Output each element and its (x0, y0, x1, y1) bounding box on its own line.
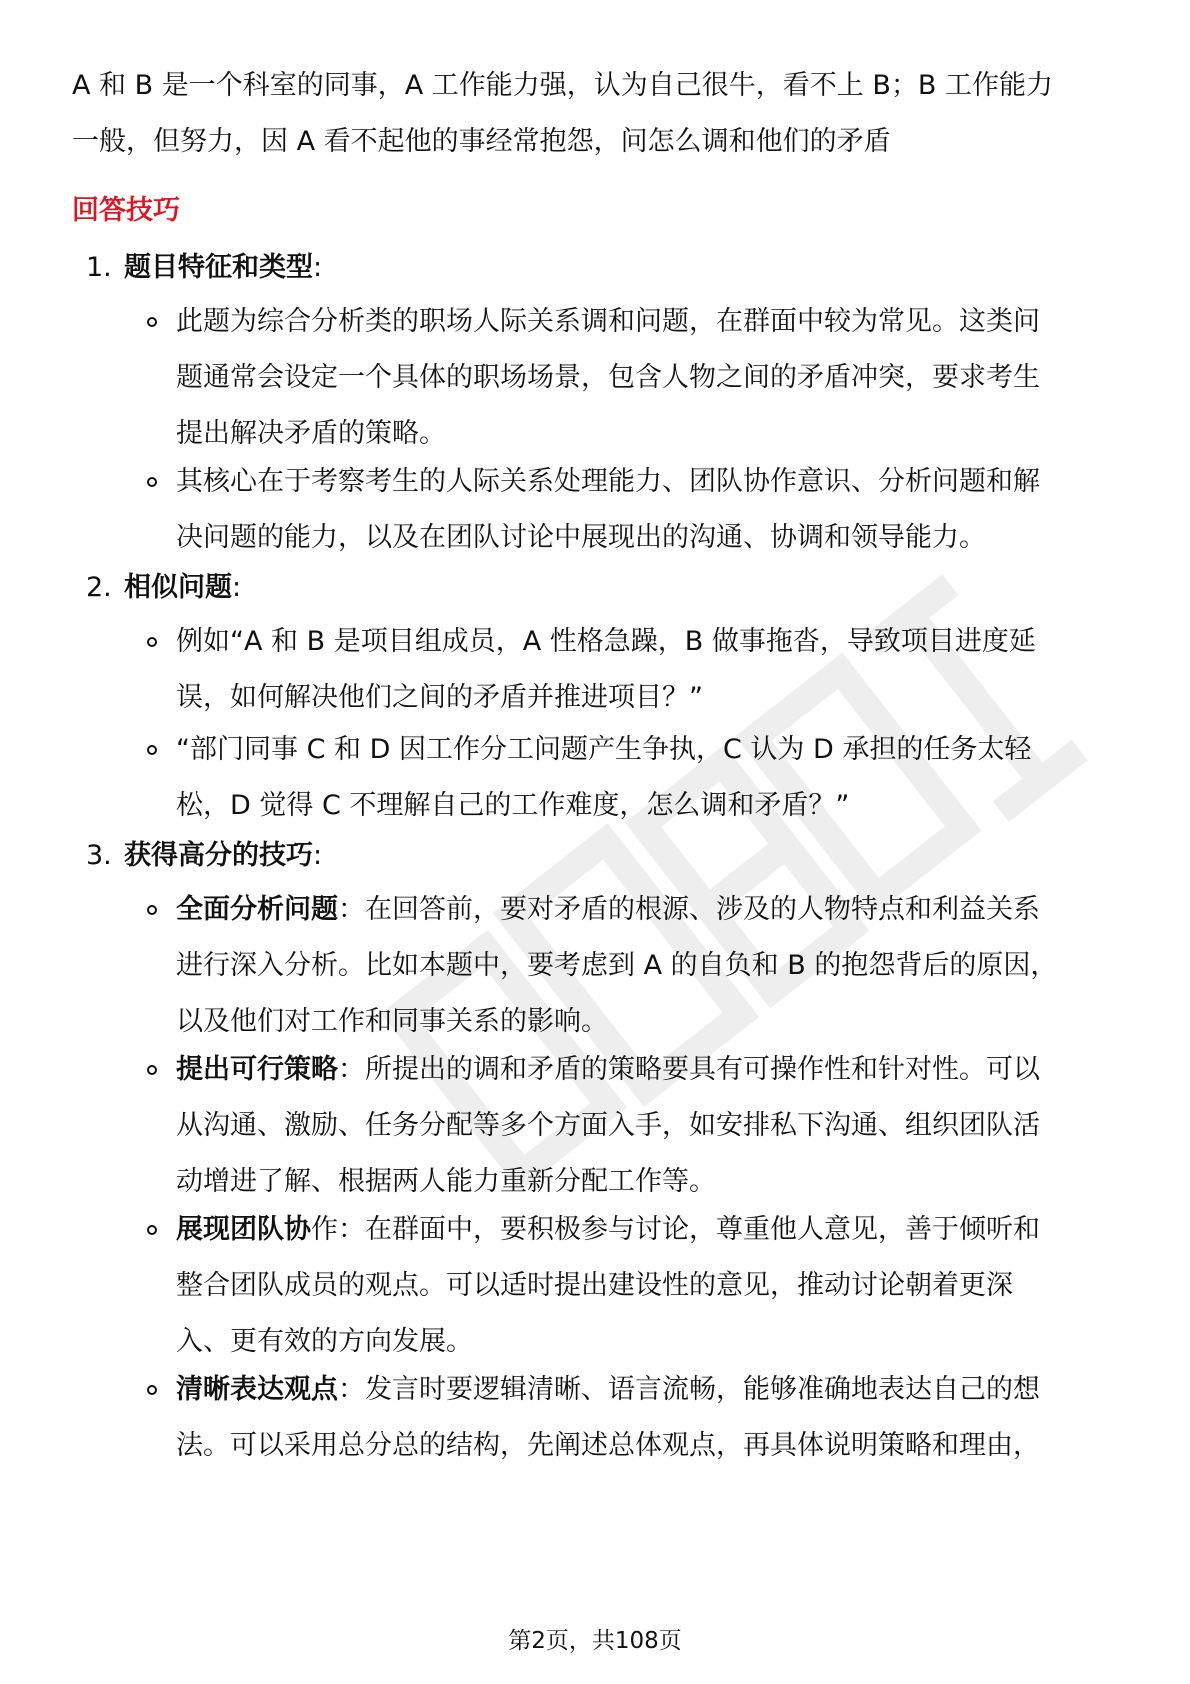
hollow-bullet-icon (147, 637, 157, 647)
list-subitem (176, 294, 1116, 462)
text-line: 松，D 觉得 C 不理解自己的工作难度，怎么调和矛盾？” (176, 790, 850, 821)
text-line: ：所提出的调和矛盾的策略要具有可操作性和针对性。可以 (338, 1054, 1040, 1085)
text-line: 进行深入分析。比如本题中，要考虑到 A 的自负和 B 的抱怨背后的原因， (176, 950, 1058, 981)
item-number: 3. (86, 840, 112, 871)
text-line: 例如“A 和 B 是项目组成员，A 性格急躁，B 做事拖沓，导致项目进度延 (176, 626, 1036, 657)
text-line: 以及他们对工作和同事关系的影响。 (176, 1006, 608, 1037)
question-line-1: A 和 B 是一个科室的同事，A 工作能力强，认为自己很牛，看不上 B；B 工作能力 (72, 70, 1054, 101)
item-number: 2. (86, 572, 112, 603)
hollow-bullet-icon (147, 317, 157, 327)
text-line: 误，如何解决他们之间的矛盾并推进项目？” (176, 682, 703, 713)
text-line: 法。可以采用总分总的结构，先阐述总体观点，再具体说明策略和理由， (176, 1430, 1040, 1461)
text-line: “部门同事 C 和 D 因工作分工问题产生争执，C 认为 D 承担的任务太轻 (176, 734, 1032, 765)
subitem-lead: 展现团队协 (176, 1214, 311, 1245)
list-subitem (176, 722, 1116, 834)
text-line: 入、更有效的方向发展。 (176, 1326, 473, 1357)
section-title: 回答技巧 (72, 195, 180, 226)
hollow-bullet-icon (147, 477, 157, 487)
list-subitem (176, 1362, 1116, 1474)
text-line: 题通常会设定一个具体的职场场景，包含人物之间的矛盾冲突，要求考生 (176, 362, 1040, 393)
list-subitem (176, 454, 1116, 566)
list-subitem (176, 614, 1116, 726)
text-line: 其核心在于考察考生的人际关系处理能力、团队协作意识、分析问题和解 (176, 466, 1040, 497)
hollow-bullet-icon (147, 905, 157, 915)
text-line: 整合团队成员的观点。可以适时提出建设性的意见，推动讨论朝着更深 (176, 1270, 1013, 1301)
text-line: 决问题的能力，以及在团队讨论中展现出的沟通、协调和领导能力。 (176, 522, 986, 553)
list-subitem (176, 882, 1116, 1050)
list-subitem (176, 1042, 1116, 1210)
text-line: 作：在群面中，要积极参与讨论，尊重他人意见，善于倾听和 (311, 1214, 1040, 1245)
item-title: 题目特征和类型 (124, 252, 313, 283)
page-footer: 第2页，共108页 (508, 1628, 682, 1654)
text-line: ：在回答前，要对矛盾的根源、涉及的人物特点和利益关系 (338, 894, 1040, 925)
text-line: 此题为综合分析类的职场人际关系调和问题，在群面中较为常见。这类问 (176, 306, 1040, 337)
hollow-bullet-icon (147, 1385, 157, 1395)
item-colon: : (313, 252, 323, 283)
list-subitem (176, 1202, 1116, 1370)
text-line: ：发言时要逻辑清晰、语言流畅，能够准确地表达自己的想 (338, 1374, 1040, 1405)
question-line-2: 一般，但努力，因 A 看不起他的事经常抱怨，问怎么调和他们的矛盾 (72, 126, 891, 157)
hollow-bullet-icon (147, 1225, 157, 1235)
item-colon: : (313, 840, 323, 871)
subitem-lead: 全面分析问题 (176, 894, 338, 925)
item-title: 相似问题 (124, 572, 232, 603)
hollow-bullet-icon (147, 745, 157, 755)
subitem-lead: 清晰表达观点 (176, 1374, 338, 1405)
item-number: 1. (86, 252, 112, 283)
subitem-lead: 提出可行策略 (176, 1054, 338, 1085)
question-text (72, 58, 1132, 170)
list-item-heading (86, 560, 241, 616)
hollow-bullet-icon (147, 1065, 157, 1075)
text-line: 动增进了解、根据两人能力重新分配工作等。 (176, 1166, 716, 1197)
item-title: 获得高分的技巧 (124, 840, 313, 871)
list-item-heading (86, 828, 322, 884)
list-item-heading (86, 240, 322, 296)
text-line: 从沟通、激励、任务分配等多个方面入手，如安排私下沟通、组织团队活 (176, 1110, 1040, 1141)
text-line: 提出解决矛盾的策略。 (176, 418, 446, 449)
item-colon: : (232, 572, 242, 603)
